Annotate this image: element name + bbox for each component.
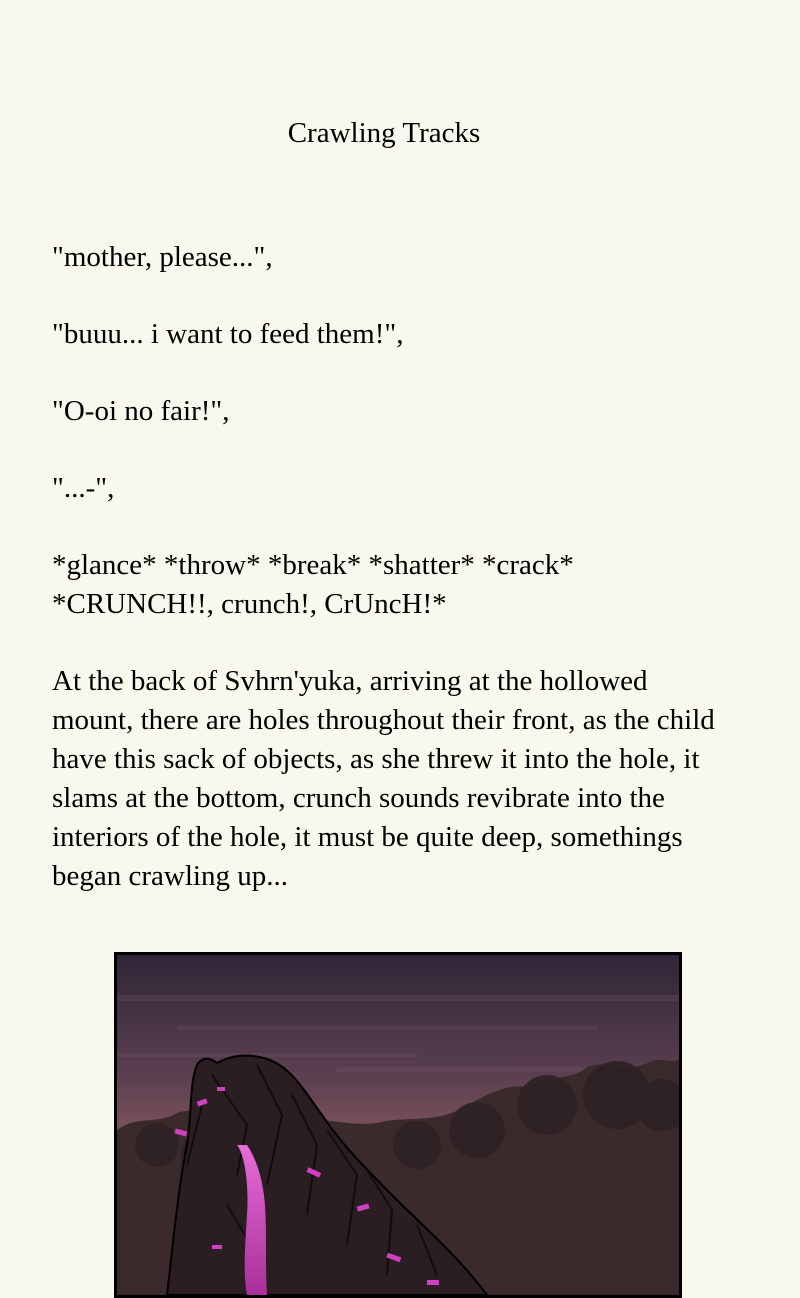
dialogue-line: "mother, please...", xyxy=(52,241,273,273)
dialogue-line: "buuu... i want to feed them!", xyxy=(52,318,404,350)
dialogue-line: "...-", xyxy=(52,472,115,504)
dialogue-line: "O-oi no fair!", xyxy=(52,395,230,427)
sound-effects-line: *glance* *throw* *break* *shatter* *crack* *CRUNCH!!, crunch!, CrUncH!* xyxy=(52,549,574,620)
story-body xyxy=(52,238,732,934)
story-illustration xyxy=(114,952,682,1298)
story-title: Crawling Tracks xyxy=(287,117,481,149)
mount-scene-image xyxy=(117,955,679,1295)
narration-paragraph: At the back of Svhrn'yuka, arriving at the hollowed mount, there are holes throughout their front, as the child have this sack of objects, as she threw it into the hole, it slams at the bottom, crunch sounds revibrate into the interiors of the hole, it must be quite deep, somethings began crawling up... xyxy=(52,665,715,892)
